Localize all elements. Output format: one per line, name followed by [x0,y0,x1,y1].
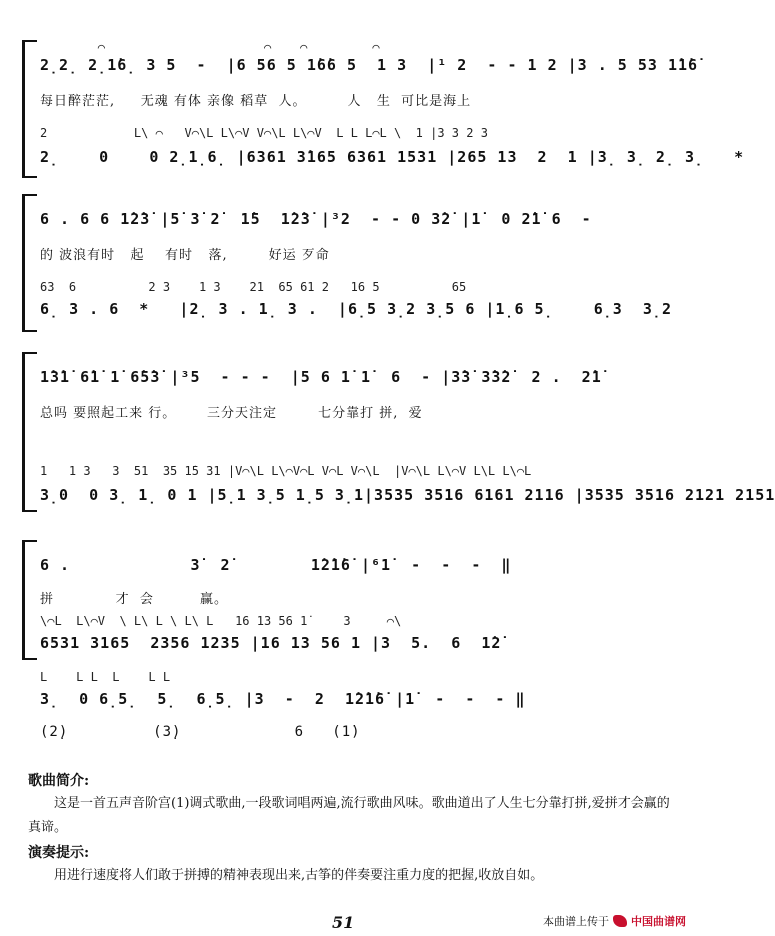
score-system-1 [22,40,745,178]
intro-title: 歌曲简介: [28,773,90,789]
system-bracket [22,352,37,512]
accompaniment-upper: \⌒L L\⌒V \ L\ L \ L\ L 16 13 56 1̇ 3 ⌒\ [40,614,402,628]
site-logo-text: 中国曲谱网 [631,915,686,928]
page-number: 51 [332,913,355,932]
system-bracket [22,540,37,660]
lyric-line: 总吗 要照起工来 行。 三分天注定 七分靠打 拼, 爱 [40,406,423,421]
hints-title: 演奏提示: [28,845,90,861]
accompaniment-upper: L L L L L L [40,670,171,684]
accompaniment-line: 3̣ 0 6̣5̣ 5̣ 6̣5̣ |3 - 2 1̇2̇1̇6̇ |1̇ - - - ‖ [40,690,526,708]
site-logo-icon [613,915,627,927]
score-system-5 [22,668,690,760]
accompaniment-line: 6531 3165 2356 1235 |16 13 56 1 |3 5. 6 1̇2̇ [40,634,502,652]
accompaniment-line: 2̣ 0 0 2̣1̣6̣ |6361 3̇165 6361 1531 |265 13 2 1 |3̣ 3̣ 2̣ 3̣ * [40,148,745,166]
lyric-line: 每日醉茫茫, 无魂 有体 亲像 稻草 人。 人 生 可比是海上 [40,94,472,109]
footer-watermark [543,913,686,929]
song-introduction [28,770,678,840]
lyric-line: 的 波浪有时 起 有时 落, 好运 歹命 [40,248,330,263]
performance-hints [28,842,678,888]
accompaniment-upper: 2 L\ ⌒ V⌒\L L\⌒V V⌒\L L\⌒V L L L⌒L \ 1 |3 3 2 3 [40,126,488,140]
uploaded-text: 本曲谱上传于 [543,915,609,928]
score-system-2 [22,194,690,332]
accompaniment-upper: 1 1 3 3 51 35 1̇5 31 |V⌒\L L\⌒V⌒L V⌒L V⌒\L |V⌒\L L\⌒V L\L L\⌒L [40,464,532,478]
melody-line: 1̇3̇1̇ 6̇1̇ 1̇ 6̇5̇3̇ |³5 - - - |5 6 1̇ 1̇ 6 - |3̇3̇ 3̇3̇2̇ 2 . 2̇1̇ [40,368,602,386]
accompaniment-line: 3̣0 0 3̣ 1̣ 0 1 |5̣1 3̣5 1̣5 3̣1|3535 3516 6161 2116 |3535 3516 2121 2151 [40,486,775,504]
melody-line: 2̣2̣ 2̣1̇6̣ 3 5 - |6 56 5 1̇6̇6 5 1 3 |¹ 2 - - 1 2 |3 . 5 53 1̇1̇6̇ [40,56,699,74]
score-system-4 [22,540,690,660]
lyric-line: 拼 才 会 赢。 [40,592,229,607]
system-bracket [22,194,37,332]
accompaniment-line: 6̣ 3 . 6 * |2̣ 3 . 1̣ 3 . |6̣5 3̣2 3̣5 6 |1̣6 5̣ 6̣3 3̣2 [40,300,672,318]
accompaniment-upper: 63 6 2 3 1 3 21 65 61 2 16 5 65 [40,280,467,294]
hints-text: 用进行速度将人们敢于拼搏的精神表现出来,古筝的伴奏要注重力度的把握,收放自如。 [54,868,544,883]
melody-line: 6 . 6 6 1̇2̇3̇ |5̇ 3̇ 2̇ 1̇5 1̇2̇3̇ |³2 - - 0 3̇2̇ |1̇ 0 2̇1̇ 6 - [40,210,592,228]
system-bracket [22,40,37,178]
intro-text: 这是一首五声音阶宫(1)调式歌曲,一段歌词唱两遍,流行歌曲风味。歌曲道出了人生七分靠打拼,爱拼才会赢的真谛。 [28,796,670,835]
score-system-3 [22,352,775,512]
slur-marks: ⌒ ⌒ ⌒ ⌒ [40,40,380,54]
melody-line: 6 . 3̇ 2̇ 1̇2̇1̇6̇ |⁶1̇ - - - ‖ [40,556,512,574]
accompaniment-lower: (2̣) (3̣) 6 (1̇) [40,724,361,740]
